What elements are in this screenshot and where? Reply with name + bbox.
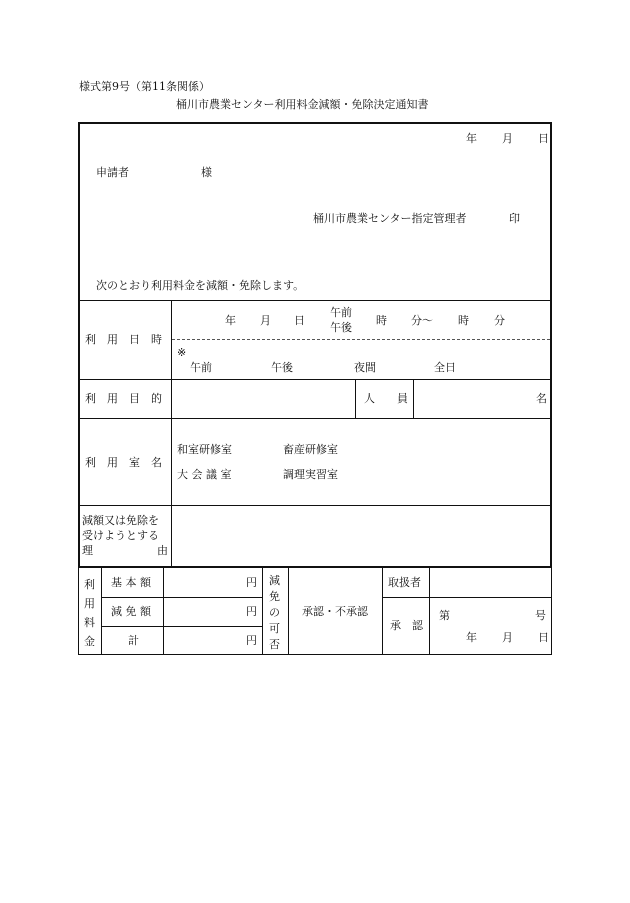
applicant-label: 申請者 [96, 166, 129, 179]
divider [163, 568, 164, 655]
date-year: 年 [466, 132, 477, 145]
room-option: 調理実習室 [283, 468, 338, 481]
reason-label-line3-left: 理 [82, 544, 93, 557]
notice-statement: 次のとおり利用料金を減額・免除します。 [96, 279, 305, 292]
divider [79, 505, 551, 506]
dt-day: 日 [294, 314, 305, 327]
room-option: 畜産研修室 [283, 443, 338, 456]
number-prefix: 第 [439, 609, 450, 622]
date-month: 月 [502, 132, 513, 145]
option-allday: 全日 [434, 361, 456, 374]
dt-month: 月 [260, 314, 271, 327]
option-night: 夜間 [354, 361, 376, 374]
form-number: 様式第9号（第11条関係） [79, 80, 210, 93]
use-datetime-label: 利 用 日 時 [85, 333, 162, 346]
divider [382, 597, 551, 598]
approval-label: 承 認 [390, 619, 423, 632]
option-pm: 午後 [271, 361, 293, 374]
dt-pm: 午後 [330, 321, 352, 334]
divider-dashed [172, 339, 550, 340]
divider [101, 626, 263, 627]
divider [79, 418, 551, 419]
yen-unit: 円 [246, 576, 257, 589]
reason-label-line2: 受けようとする [82, 529, 159, 542]
document-title: 桶川市農業センター利用料金減額・免除決定通知書 [176, 98, 429, 111]
reason-label-line3-right: 由 [157, 544, 168, 557]
handler-label: 取扱者 [388, 576, 421, 589]
divider [413, 379, 414, 418]
total-label: 計 [128, 634, 139, 647]
dt-year: 年 [225, 314, 236, 327]
divider [79, 300, 551, 301]
rooms-label: 利 用 室 名 [85, 456, 162, 469]
divider [288, 568, 289, 655]
approval-year: 年 [466, 631, 477, 644]
people-unit: 名 [536, 392, 547, 405]
label-column-divider [171, 300, 172, 567]
dt-hour-end: 時 [458, 314, 469, 327]
approval-month: 月 [502, 631, 513, 644]
approval-day: 日 [538, 631, 549, 644]
issuer-name: 桶川市農業センター指定管理者 [313, 212, 467, 225]
divider [79, 379, 551, 380]
reduction-amount-label: 減 免 額 [111, 605, 151, 618]
divider [355, 379, 356, 418]
dt-minute-end: 分 [494, 314, 505, 327]
approval-choice: 承認・不承認 [302, 605, 368, 618]
dt-hour: 時 [376, 314, 387, 327]
dt-am: 午前 [330, 306, 352, 319]
divider [382, 568, 383, 655]
honorific: 様 [201, 166, 212, 179]
approval-vertical-label: 減 免 の 可 否 [269, 574, 280, 651]
yen-unit: 円 [246, 605, 257, 618]
divider [429, 568, 430, 655]
yen-unit: 円 [246, 634, 257, 647]
number-suffix: 号 [535, 609, 546, 622]
date-day: 日 [538, 132, 549, 145]
reason-label-line1: 減額又は免除を [82, 514, 159, 527]
dt-minute-from: 分～ [411, 314, 433, 327]
fee-vertical-label: 利 用 料 金 [84, 578, 95, 648]
seal-mark: 印 [509, 212, 520, 225]
divider [101, 597, 263, 598]
divider [262, 568, 263, 655]
room-option: 大 会 議 室 [177, 468, 232, 481]
option-am: 午前 [190, 361, 212, 374]
people-label: 人 員 [364, 392, 408, 405]
note-mark: ※ [177, 346, 187, 359]
divider [101, 568, 102, 655]
base-amount-label: 基 本 額 [111, 576, 151, 589]
room-option: 和室研修室 [177, 443, 232, 456]
purpose-label: 利 用 目 的 [85, 392, 162, 405]
